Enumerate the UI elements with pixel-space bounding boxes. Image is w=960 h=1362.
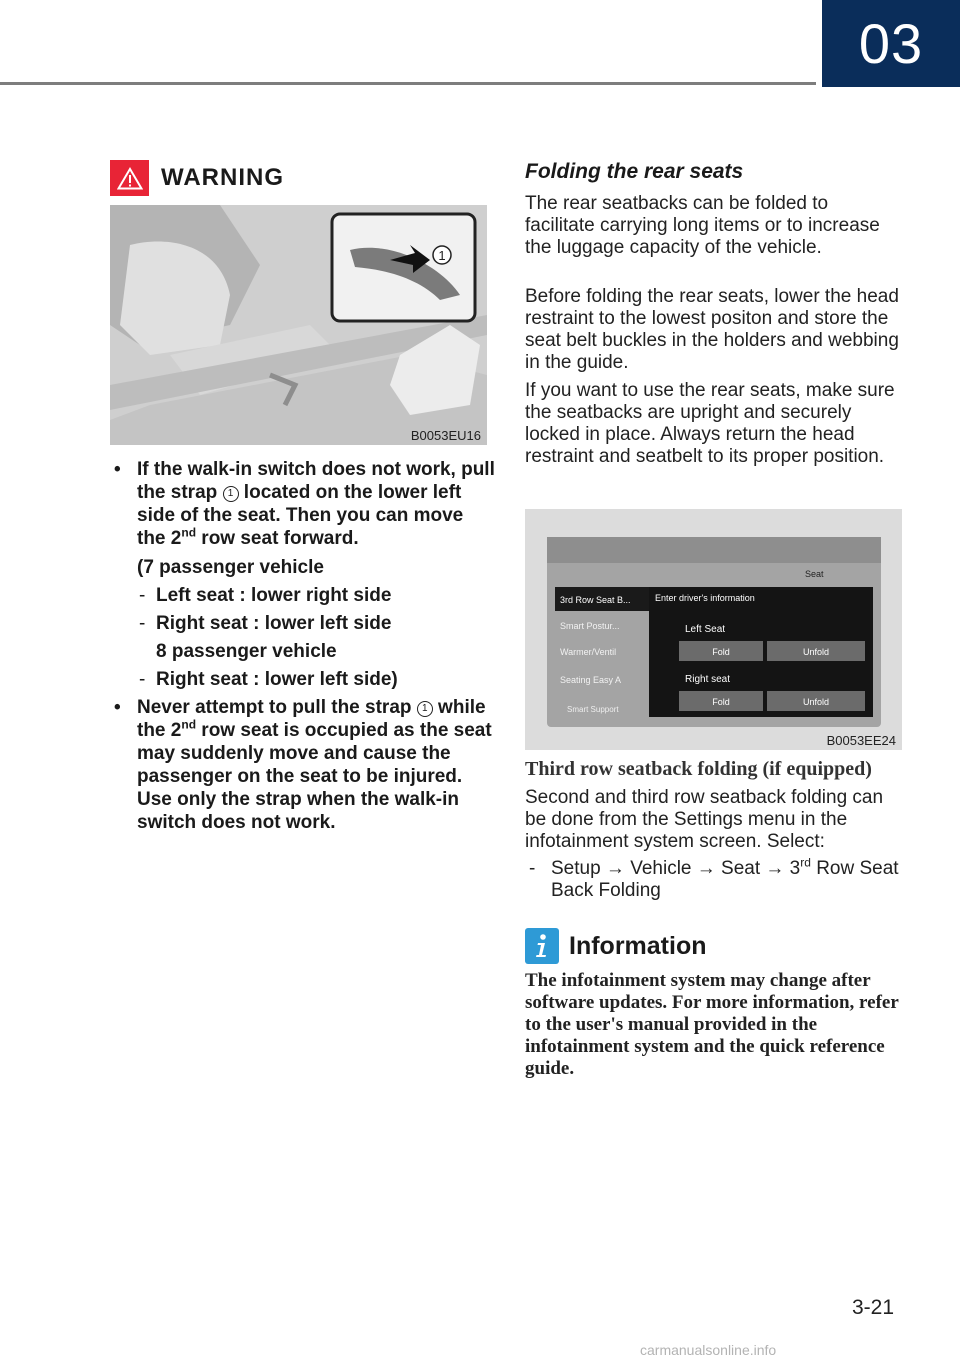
screen-menu-item: Seating Easy A <box>560 675 622 685</box>
screen-menu-item: Smart Postur... <box>560 621 620 631</box>
screen-fold-button: Fold <box>712 697 730 707</box>
paragraph: The rear seatbacks can be folded to facilitate carrying long items or to increase the luggage capacity of the vehicle. <box>525 193 880 258</box>
sub-item: - Right seat : lower left side <box>139 613 392 634</box>
screen-right-label: Right seat <box>685 674 731 685</box>
passenger-8-label: 8 passenger vehicle <box>156 641 337 662</box>
screen-left-label: Left Seat <box>685 624 726 635</box>
figure-code: B0053EE24 <box>826 733 896 748</box>
passenger-7-label: (7 passenger vehicle <box>137 557 324 578</box>
setup-path: - Setup → Vehicle → Seat → 3rd Row Seat Back Folding <box>529 855 899 901</box>
bullet-icon: • <box>114 459 121 480</box>
watermark: carmanualsonline.info <box>640 1342 777 1358</box>
chapter-tab: 03 <box>822 0 960 87</box>
information-header <box>525 927 707 965</box>
paragraph: Second and third row seatback folding can be done from the Settings menu in the infotainment system screen. Select: <box>525 787 884 852</box>
infotainment-screen-figure <box>525 509 902 750</box>
sub-item: - Left seat : lower right side <box>139 585 392 606</box>
screen-menu-item: Warmer/Ventil <box>560 647 617 657</box>
information-text: The infotainment system may change after software updates. For more information, refer to the user's manual provided in the infotainment system and the quick reference guide. <box>525 970 899 1079</box>
infotainment-screen-illustration <box>525 509 902 750</box>
subsection-title: Third row seatback folding (if equipped) <box>525 758 872 780</box>
info-icon <box>525 928 559 964</box>
screen-unfold-button: Unfold <box>802 697 830 707</box>
warning-item: • Never attempt to pull the strap 1 while the 2nd row seat is occupied as the seat may suddenly move and cause the passenger on the seat to be injured. Use only the strap when the walk-in switch does not work. <box>114 697 492 833</box>
screen-fold-button: Fold <box>712 647 730 657</box>
warning-icon <box>110 160 149 196</box>
information-title: Information <box>569 931 707 960</box>
circled-number: 1 <box>223 486 239 502</box>
seat-strap-illustration <box>110 205 487 445</box>
figure-callout-number: 1 <box>438 248 446 263</box>
warning-title: WARNING <box>161 164 284 191</box>
screen-panel-header: Enter driver's information <box>655 593 755 603</box>
bullet-icon: • <box>114 697 121 718</box>
screen-menu-item: 3rd Row Seat B... <box>560 595 631 605</box>
screen-unfold-button: Unfold <box>802 647 830 657</box>
figure-code: B0053EU16 <box>410 428 481 443</box>
page-number: 3-21 <box>851 1296 894 1319</box>
seat-strap-figure <box>110 205 487 445</box>
paragraph: Before folding the rear seats, lower the head restraint to the lowest positon and store the seat belt buckles in the holders and webbing in the guide. <box>525 286 899 373</box>
warning-header <box>110 160 284 196</box>
paragraph: If you want to use the rear seats, make sure the seatbacks are upright and securely locked in place. Always return the head restraint and seatbelt to its proper position. <box>525 380 895 467</box>
circled-number: 1 <box>417 701 433 717</box>
screen-topbar-label: Seat <box>805 569 824 579</box>
warning-item: • If the walk-in switch does not work, pull the strap 1 located on the lower left side of the seat. Then you can move the 2nd row seat forward. <box>114 459 495 549</box>
header-rule <box>0 82 816 85</box>
sub-item: - Right seat : lower left side) <box>139 669 398 690</box>
section-title: Folding the rear seats <box>525 160 744 183</box>
warning-list <box>110 458 495 840</box>
screen-menu-item: Smart Support <box>567 705 619 714</box>
